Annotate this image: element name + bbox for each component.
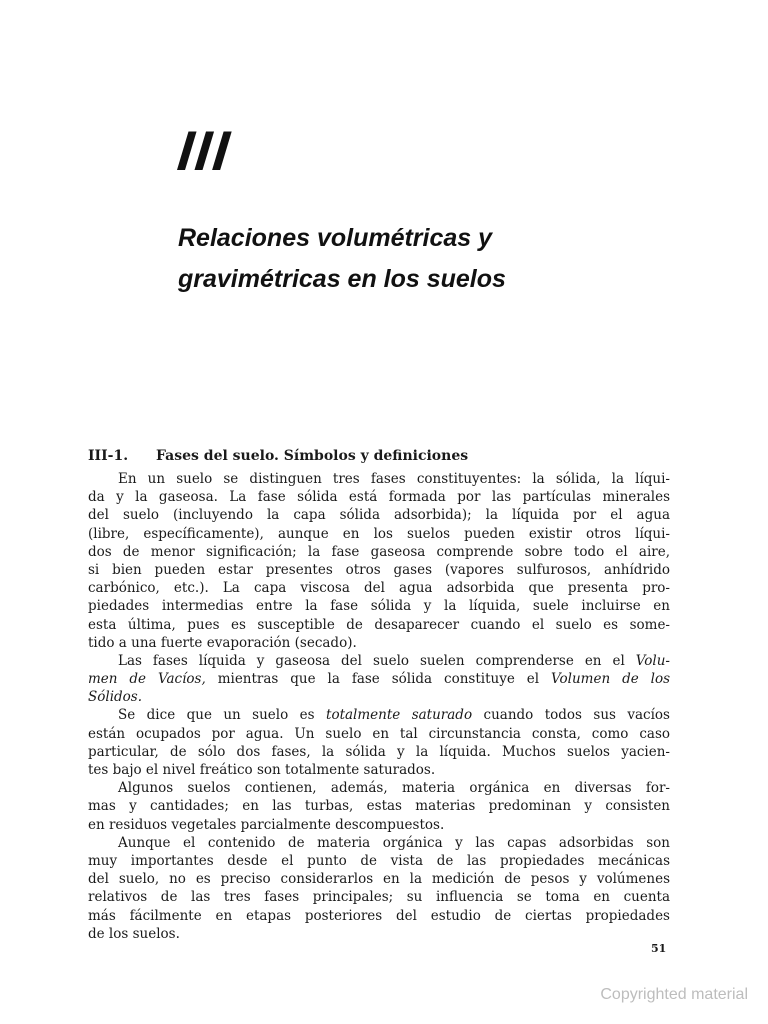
text-line: Aunque el contenido de materia orgánica y las capas adsorbidas son <box>118 834 670 851</box>
text-line: relativos de las tres fases principales; su influencia se toma en cuenta <box>88 889 670 906</box>
section-heading <box>88 448 468 464</box>
text-line: del suelo, no es preciso considerarlos en la medición de pesos y volúmenes <box>88 871 670 888</box>
text-line: En un suelo se distinguen tres fases constituyentes: la sólida, la líqui- <box>118 471 670 487</box>
copyright-watermark: Copyrighted material <box>600 986 748 1003</box>
text-line: mas y cantidades; en las turbas, estas materias predominan y consisten <box>88 798 670 815</box>
text-line: particular, de sólo dos fases, la sólida y la líquida. Muchos suelos yacien- <box>88 743 670 760</box>
text-line: dos de menor significación; la fase gaseosa comprende sobre todo el aire, <box>88 543 670 560</box>
section-title: Fases del suelo. Símbolos y definiciones <box>156 448 469 464</box>
page-number: 51 <box>651 942 667 955</box>
text-line <box>88 706 670 724</box>
text-line: muy importantes desde el punto de vista de las propiedades mecánicas <box>88 852 670 869</box>
text-line <box>88 688 670 706</box>
text-line: da y la gaseosa. La fase sólida está formada por las partículas minerales <box>88 489 670 506</box>
text-segment: Las fases líquida y gaseosa del suelo suelen comprenderse en el <box>118 652 625 669</box>
text-line <box>88 670 670 688</box>
text-line: en residuos vegetales parcialmente descompuestos. <box>88 816 445 833</box>
italic-term: totalmente saturado <box>326 707 473 724</box>
chapter-title-line: gravimétricas en los suelos <box>178 265 506 293</box>
text-line <box>88 652 670 670</box>
text-line: si bien pueden estar presentes otros gases (vapores sulfurosos, anhídrido <box>88 561 670 578</box>
text-line: tes bajo el nivel freático son totalmente saturados. <box>88 762 436 778</box>
italic-term: Volu- <box>635 652 670 669</box>
text-segment: cuando todos sus vacíos <box>483 707 670 724</box>
text-line: piedades intermedias entre la fase sólida y la líquida, suele incluirse en <box>88 598 670 615</box>
italic-term: Sólidos. <box>88 689 142 706</box>
body-text <box>88 470 670 943</box>
text-line: tido a una fuerte evaporación (secado). <box>88 634 357 651</box>
text-line: (libre, específicamente), aunque en los suelos pueden existir otros líqui- <box>88 525 670 542</box>
italic-term: men de Vacíos, <box>88 671 206 688</box>
chapter-title-line: Relaciones volumétricas y <box>178 224 493 252</box>
text-line: esta última, pues es susceptible de desaparecer cuando el suelo es some- <box>88 616 670 633</box>
text-line: de los suelos. <box>88 925 180 942</box>
text-line: del suelo (incluyendo la capa sólida adsorbida); la líquida por el agua <box>88 507 670 524</box>
text-line: carbónico, etc.). La capa viscosa del agua adsorbida que presenta pro- <box>88 580 670 597</box>
chapter-number: III <box>174 119 234 182</box>
text-line: Algunos suelos contienen, además, materia orgánica en diversas for- <box>118 780 670 797</box>
italic-term: Volumen de los <box>551 671 670 688</box>
text-segment: Se dice que un suelo es <box>118 707 315 724</box>
text-line: más fácilmente en etapas posteriores del estudio de ciertas propiedades <box>88 907 670 924</box>
text-line: están ocupados por agua. Un suelo en tal circunstancia consta, como caso <box>88 725 670 742</box>
chapter-title <box>178 218 658 300</box>
section-number: III-1. <box>88 448 129 464</box>
text-segment: mientras que la fase sólida constituye el <box>217 671 540 688</box>
